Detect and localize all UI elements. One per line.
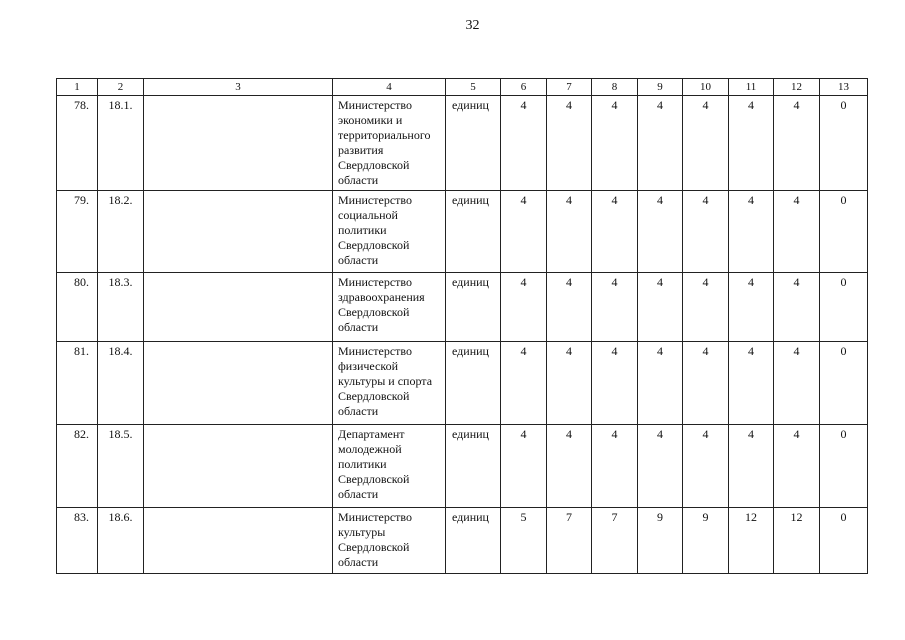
row-organization: Министерство физической культуры и спорта Свердловской области [333, 342, 446, 425]
row-subnumber: 18.1. [98, 96, 144, 191]
row-value: 4 [501, 96, 547, 191]
row-value: 4 [638, 96, 683, 191]
row-value: 4 [501, 342, 547, 425]
row-value: 0 [820, 342, 868, 425]
row-unit: единиц [446, 273, 501, 342]
row-value: 4 [729, 342, 774, 425]
row-value: 4 [774, 342, 820, 425]
row-value: 4 [638, 191, 683, 273]
row-value: 4 [501, 273, 547, 342]
row-number: 80. [57, 273, 98, 342]
row-subnumber: 18.4. [98, 342, 144, 425]
row-value: 0 [820, 273, 868, 342]
row-value: 4 [774, 191, 820, 273]
row-value: 4 [729, 191, 774, 273]
row-value: 4 [729, 273, 774, 342]
table-row [57, 425, 868, 508]
row-col3 [144, 425, 333, 508]
row-number: 81. [57, 342, 98, 425]
row-value: 9 [638, 508, 683, 574]
row-value: 4 [501, 425, 547, 508]
row-number: 82. [57, 425, 98, 508]
row-value: 12 [729, 508, 774, 574]
table-row [57, 508, 868, 574]
column-header: 7 [547, 79, 592, 96]
table-row [57, 342, 868, 425]
row-subnumber: 18.3. [98, 273, 144, 342]
row-value: 5 [501, 508, 547, 574]
row-value: 4 [683, 96, 729, 191]
row-unit: единиц [446, 508, 501, 574]
row-organization: Министерство социальной политики Свердловской области [333, 191, 446, 273]
row-unit: единиц [446, 191, 501, 273]
row-col3 [144, 342, 333, 425]
column-header: 4 [333, 79, 446, 96]
column-header: 5 [446, 79, 501, 96]
row-col3 [144, 508, 333, 574]
row-subnumber: 18.5. [98, 425, 144, 508]
row-value: 4 [547, 342, 592, 425]
table-row [57, 273, 868, 342]
row-number: 79. [57, 191, 98, 273]
column-header: 13 [820, 79, 868, 96]
row-value: 4 [592, 342, 638, 425]
column-header: 2 [98, 79, 144, 96]
row-number: 78. [57, 96, 98, 191]
row-value: 0 [820, 508, 868, 574]
row-value: 4 [592, 273, 638, 342]
row-col3 [144, 273, 333, 342]
row-subnumber: 18.2. [98, 191, 144, 273]
row-value: 4 [638, 342, 683, 425]
row-organization: Департамент молодежной политики Свердловской области [333, 425, 446, 508]
row-value: 4 [592, 425, 638, 508]
column-header: 11 [729, 79, 774, 96]
row-col3 [144, 96, 333, 191]
row-value: 4 [774, 273, 820, 342]
row-value: 4 [592, 96, 638, 191]
column-header: 3 [144, 79, 333, 96]
row-value: 4 [547, 425, 592, 508]
row-unit: единиц [446, 96, 501, 191]
row-value: 4 [547, 273, 592, 342]
table-row [57, 96, 868, 191]
row-value: 4 [729, 96, 774, 191]
table-header-row [57, 79, 868, 96]
row-value: 4 [683, 342, 729, 425]
column-header: 9 [638, 79, 683, 96]
table-row [57, 191, 868, 273]
row-value: 7 [592, 508, 638, 574]
row-organization: Министерство культуры Свердловской области [333, 508, 446, 574]
row-value: 4 [638, 273, 683, 342]
row-value: 4 [683, 191, 729, 273]
row-value: 4 [547, 96, 592, 191]
column-header: 8 [592, 79, 638, 96]
row-value: 4 [592, 191, 638, 273]
column-header: 6 [501, 79, 547, 96]
indicator-table [56, 78, 868, 574]
row-value: 4 [638, 425, 683, 508]
page-number: 32 [465, 18, 480, 33]
column-header: 1 [57, 79, 98, 96]
row-col3 [144, 191, 333, 273]
row-value: 4 [774, 96, 820, 191]
row-value: 4 [547, 191, 592, 273]
row-value: 4 [501, 191, 547, 273]
row-unit: единиц [446, 342, 501, 425]
row-value: 0 [820, 425, 868, 508]
row-unit: единиц [446, 425, 501, 508]
row-value: 7 [547, 508, 592, 574]
column-header: 12 [774, 79, 820, 96]
row-organization: Министерство экономики и территориального развития Свердловской области [333, 96, 446, 191]
row-subnumber: 18.6. [98, 508, 144, 574]
row-value: 9 [683, 508, 729, 574]
row-organization: Министерство здравоохранения Свердловской области [333, 273, 446, 342]
column-header: 10 [683, 79, 729, 96]
row-value: 4 [774, 425, 820, 508]
row-value: 4 [729, 425, 774, 508]
row-value: 0 [820, 191, 868, 273]
row-value: 0 [820, 96, 868, 191]
row-number: 83. [57, 508, 98, 574]
row-value: 12 [774, 508, 820, 574]
row-value: 4 [683, 425, 729, 508]
row-value: 4 [683, 273, 729, 342]
